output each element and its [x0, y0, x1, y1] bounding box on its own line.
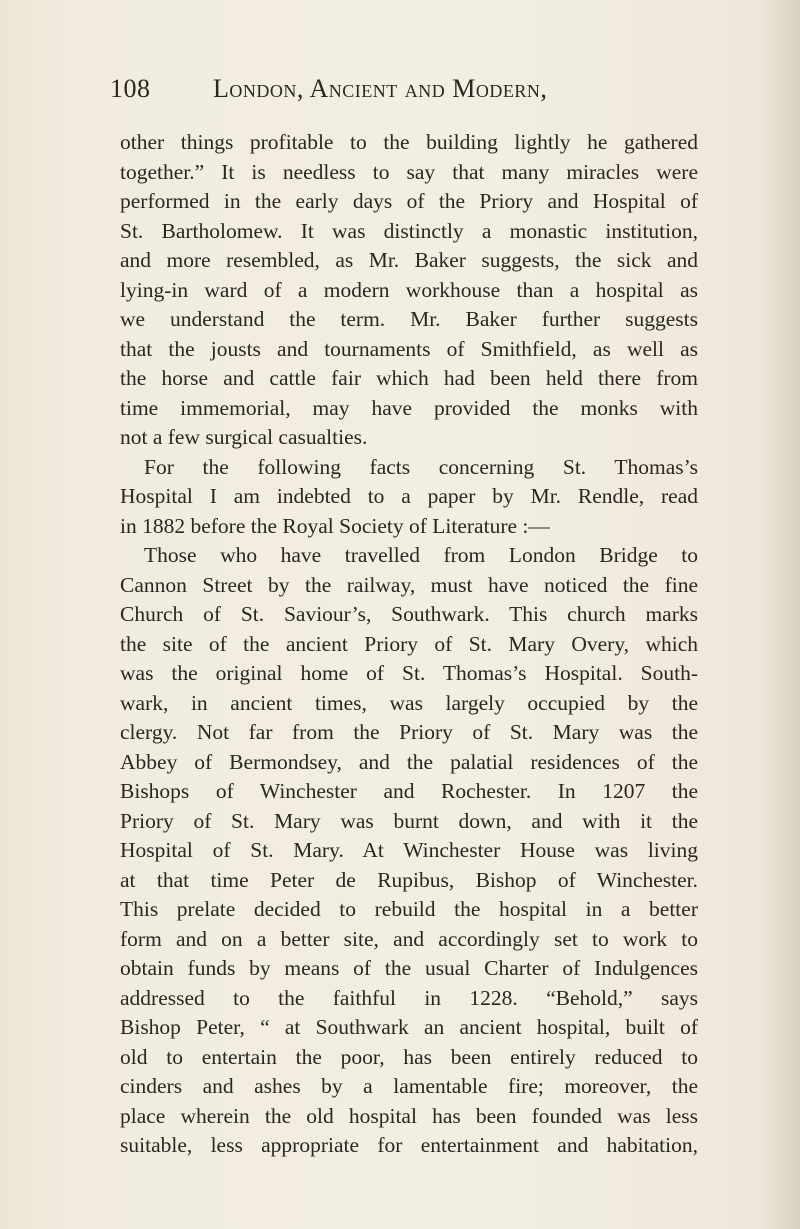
text-line: was the original home of St. Thomas’s Hospital. South- [120, 661, 698, 685]
text-line: in 1882 before the Royal Society of Literature :— [120, 513, 550, 538]
text-line: old to entertain the poor, has been entirely reduced to [120, 1044, 698, 1069]
page-number: 108 [110, 74, 151, 103]
text-line: suitable, less appropriate for entertainment and habitation, [120, 1133, 698, 1157]
text-line: lying-in ward of a modern workhouse than a hospital as [120, 277, 698, 302]
text-line: not a few surgical casualties. [120, 425, 368, 449]
text-line: Cannon Street by the railway, must have noticed the fine [120, 572, 698, 597]
text-line: Hospital I am indebted to a paper by Mr. Rendle, read [120, 484, 698, 508]
text-line: performed in the early days of the Priory and Hospital of [120, 189, 698, 213]
text-line: place wherein the old hospital has been founded was less [120, 1103, 698, 1128]
body-text [120, 128, 698, 1161]
text-line: form and on a better site, and accordingly set to work to [120, 926, 698, 951]
text-line: at that time Peter de Rupibus, Bishop of Winchester. [120, 867, 698, 892]
text-line: that the jousts and tournaments of Smithfield, as well as [120, 336, 698, 361]
text-line: cinders and ashes by a lamentable fire; moreover, the [120, 1074, 698, 1098]
running-title: London, Ancient and Modern, [213, 74, 548, 103]
text-line: and more resembled, as Mr. Baker suggests, the sick and [120, 248, 698, 272]
text-line: Hospital of St. Mary. At Winchester House was living [120, 838, 698, 862]
text-line: Abbey of Bermondsey, and the palatial residences of the [120, 749, 698, 774]
text-line: Bishops of Winchester and Rochester. In 1207 the [120, 779, 698, 803]
text-line: Church of St. Saviour’s, Southwark. This church marks [120, 602, 698, 626]
running-head [110, 74, 700, 114]
text-line: together.” It is needless to say that many miracles were [120, 159, 698, 184]
text-line: Bishop Peter, “ at Southwark an ancient hospital, built of [120, 1015, 698, 1039]
text-line: clergy. Not far from the Priory of St. Mary was the [120, 720, 698, 744]
text-line: the horse and cattle fair which had been held there from [120, 366, 698, 390]
text-line: the site of the ancient Priory of St. Mary Overy, which [120, 631, 698, 656]
text-line: addressed to the faithful in 1228. “Behold,” says [120, 985, 698, 1010]
text-line: wark, in ancient times, was largely occupied by the [120, 690, 698, 715]
text-line: other things profitable to the building lightly he gathered [120, 130, 698, 154]
text-line: This prelate decided to rebuild the hospital in a better [120, 897, 698, 921]
paragraph-start-line: For the following facts concerning St. Thomas’s [144, 454, 698, 479]
text-line: we understand the term. Mr. Baker further suggests [120, 307, 698, 331]
text-line: Priory of St. Mary was burnt down, and with it the [120, 808, 698, 833]
text-line: obtain funds by means of the usual Charter of Indulgences [120, 956, 698, 980]
text-line: time immemorial, may have provided the monks with [120, 395, 698, 420]
text-line: St. Bartholomew. It was distinctly a monastic institution, [120, 218, 698, 243]
paragraph-start-line: Those who have travelled from London Bridge to [144, 543, 698, 567]
